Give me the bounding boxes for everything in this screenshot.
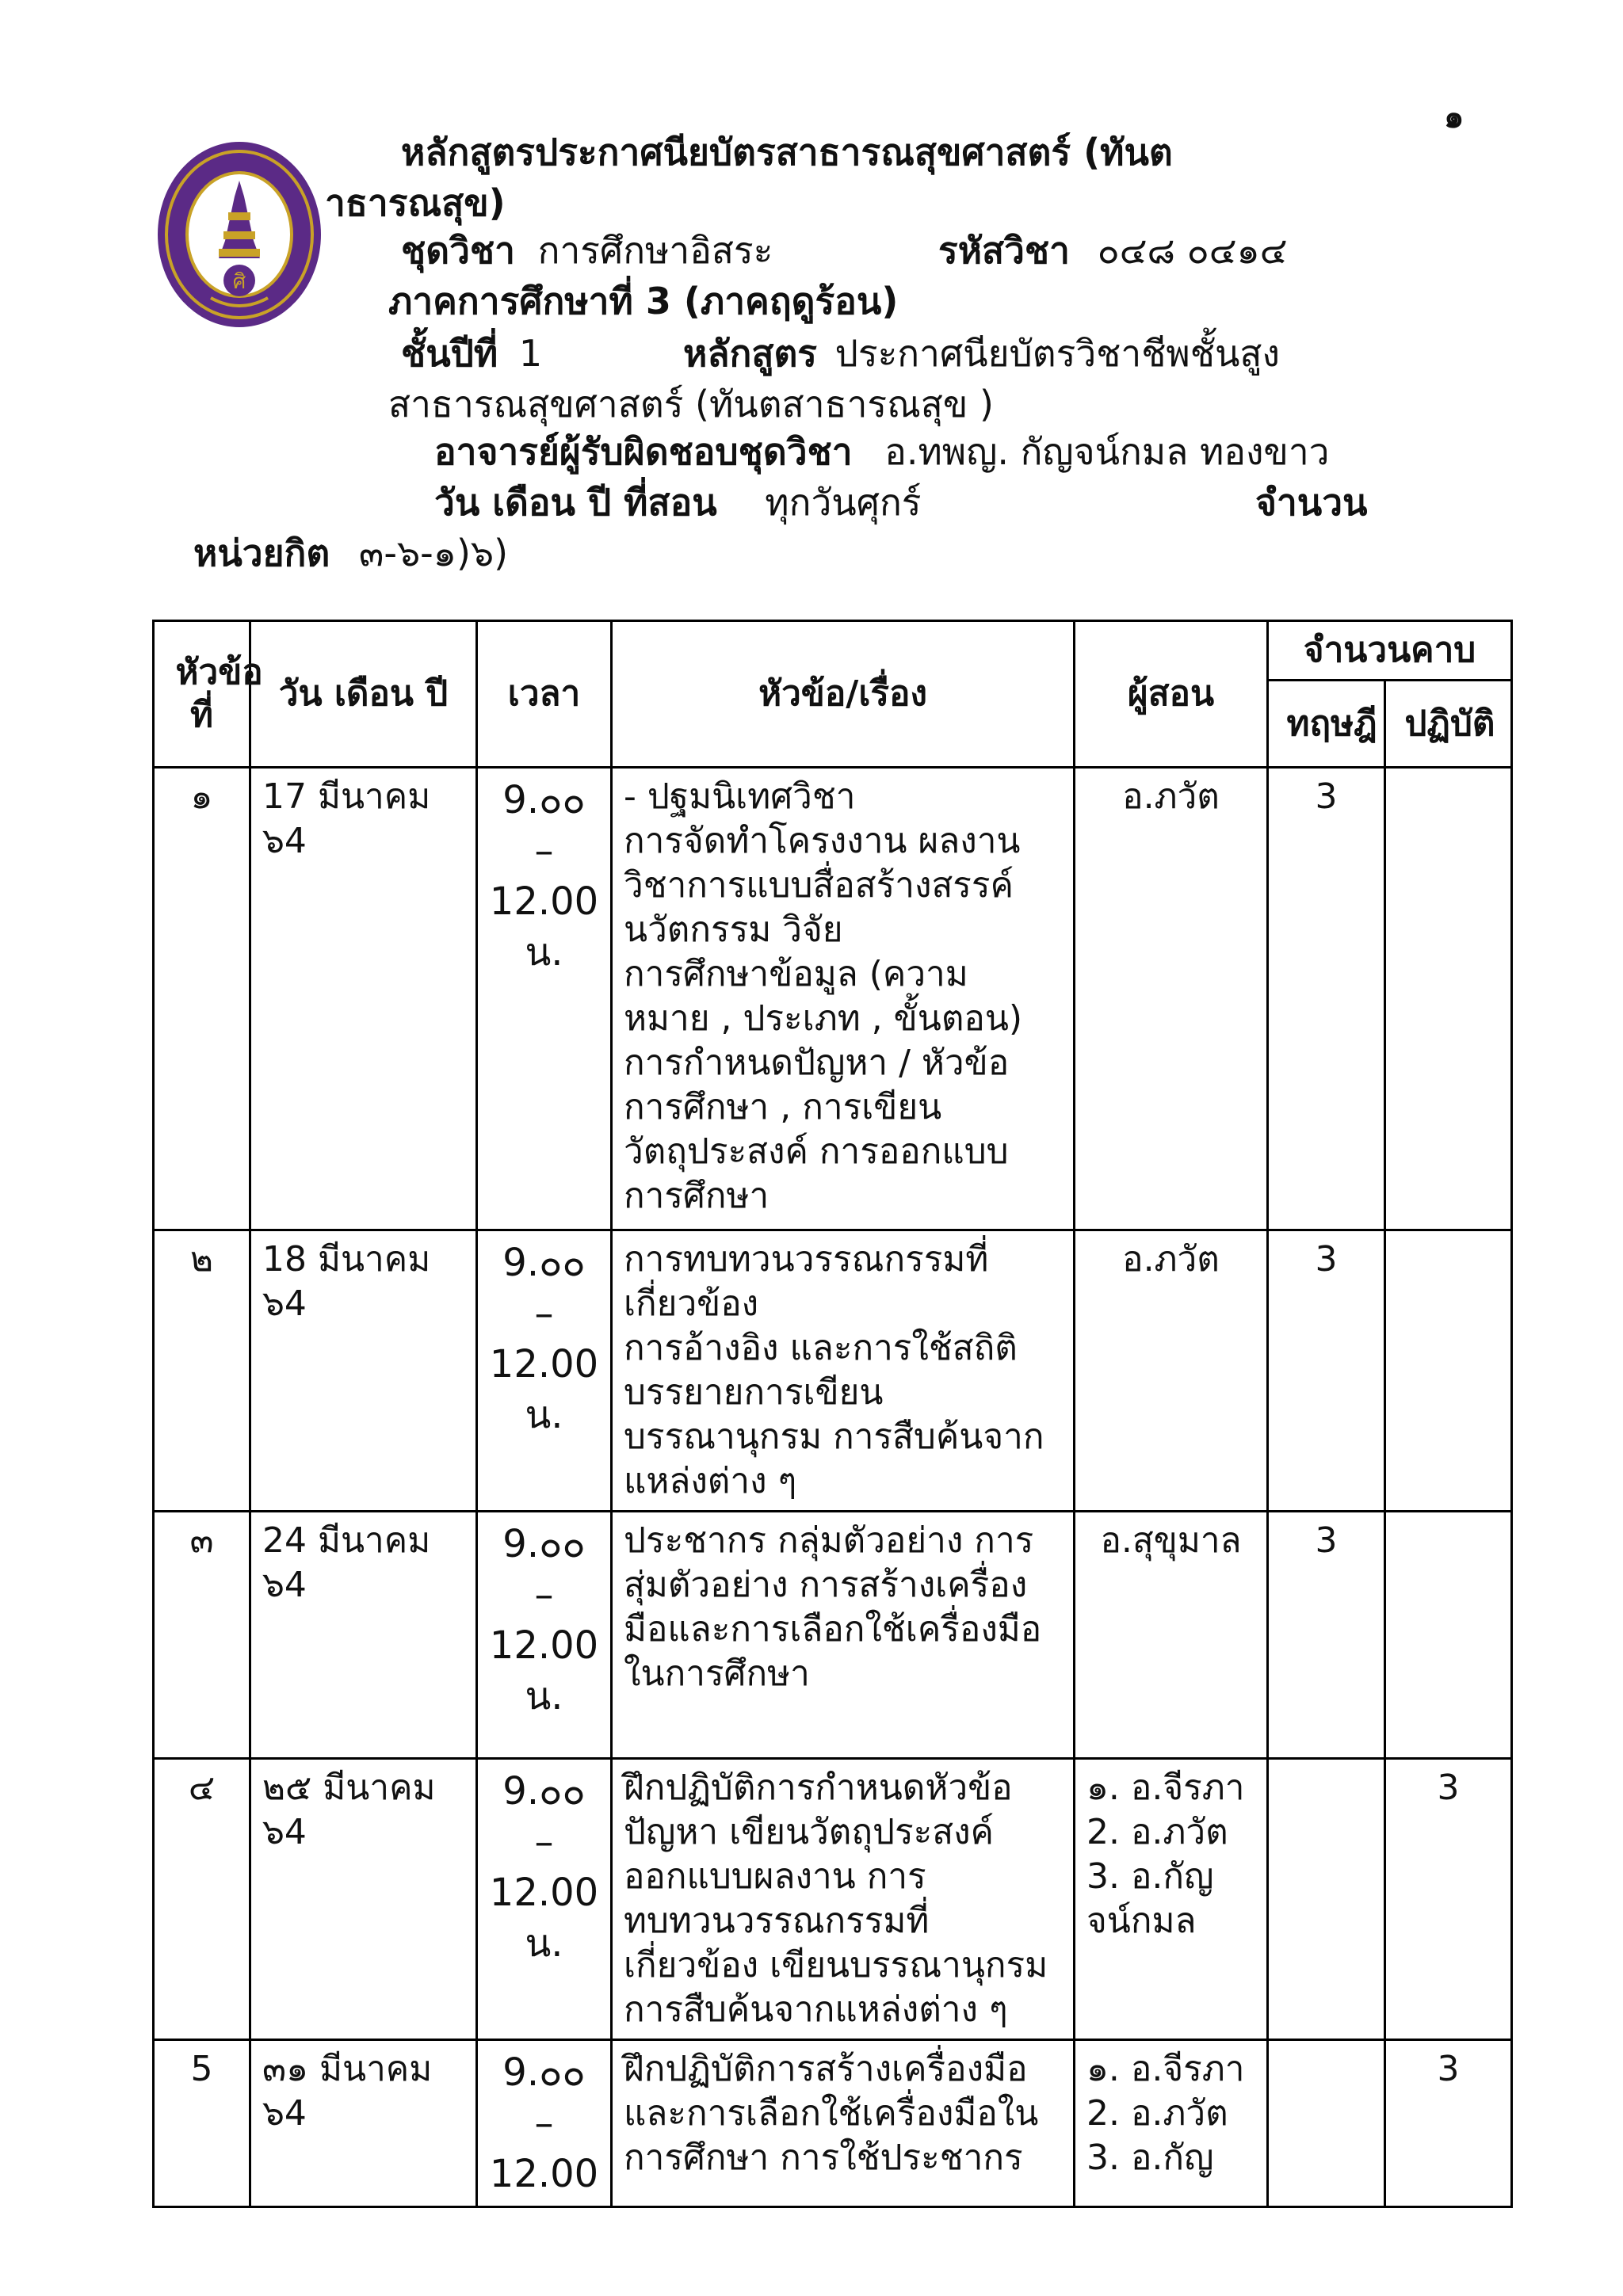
instructor-value: อ.ทพญ. กัญจน์กมล ทองขาว (884, 430, 1330, 473)
svg-text:ศิ: ศิ (232, 270, 246, 294)
table-row (154, 1230, 1512, 1512)
row-topic: ประชากร กลุ่มตัวอย่าง การ สุ่มตัวอย่าง การสร้างเครื่อง มือและการเลือกใช้เครื่องมือ ในการศึกษา (612, 1512, 1075, 1759)
header-topic: หัวข้อ/เรื่อง (612, 621, 1075, 768)
row-topic: ฝึกปฏิบัติการสร้างเครื่องมือ และการเลือกใช้เครื่องมือใน การศึกษา การใช้ประชากร (612, 2040, 1075, 2207)
page-number: ๑ (1444, 99, 1465, 135)
row-theory: 3 (1268, 1512, 1385, 1759)
row-date: 18 มีนาคม ๖4 (250, 1230, 477, 1512)
date-label: วัน เดือน ปี ที่สอน (434, 481, 717, 524)
row-date: 17 มีนาคม ๖4 (250, 768, 477, 1230)
college-seal-logo (155, 139, 323, 330)
row-teacher: ๑. อ.จีรภา 2. อ.ภวัต 3. อ.กัญ จน์กมล (1075, 1759, 1268, 2040)
header-date: วัน เดือน ปี (250, 621, 477, 768)
row-date: ๒๕ มีนาคม ๖4 (250, 1759, 477, 2040)
code-value: ๐๔๘ ๐๔๑๔ (1097, 229, 1288, 272)
row-date: ๓๑ มีนาคม ๖4 (250, 2040, 477, 2207)
row-no: ๑ (154, 768, 250, 1230)
code-label: รหัสวิชา (938, 229, 1070, 272)
subject-line (401, 227, 773, 274)
row-time: 9.๐๐ – 12.00 (477, 2040, 612, 2207)
row-theory: 3 (1268, 1230, 1385, 1512)
row-topic: - ปฐมนิเทศวิชา การจัดทำโครงงาน ผลงาน วิชาการแบบสื่อสร้างสรรค์ นวัตกรรม วิจัย การศึกษาข้อมูล (ความ หมาย , ประเภท , ขั้นตอน) การกำหนดปัญหา / หัวข้อ การศึกษา , การเขียน วัตถุประสงค์ การออกแบบ การศึกษา (612, 768, 1075, 1230)
row-topic: การทบทวนวรรณกรรมที่ เกี่ยวข้อง การอ้างอิง และการใช้สถิติ บรรยายการเขียน บรรณานุกรม การสืบค้นจาก แหล่งต่าง ๆ (612, 1230, 1075, 1512)
code-line (938, 227, 1288, 274)
header-teacher: ผู้สอน (1075, 621, 1268, 768)
header-theory: ทฤษฎี (1268, 681, 1385, 768)
row-theory: 3 (1268, 768, 1385, 1230)
credit-line (193, 529, 508, 577)
row-time: 9.๐๐ – 12.00 น. (477, 1230, 612, 1512)
row-teacher: อ.สุขุมาล (1075, 1512, 1268, 1759)
row-teacher: อ.ภวัต (1075, 768, 1268, 1230)
header-no: หัวข้อที่ (154, 621, 250, 768)
instructor-label: อาจารย์ผู้รับผิดชอบชุดวิชา (434, 430, 853, 473)
table-row (154, 768, 1512, 1230)
semester: ภาคการศึกษาที่ 3 (ภาคฤดูร้อน) (388, 280, 899, 322)
year-label: ชั้นปีที่ (401, 332, 498, 375)
row-no: 5 (154, 2040, 250, 2207)
row-practice: 3 (1385, 1759, 1512, 2040)
row-teacher: ๑. อ.จีรภา 2. อ.ภวัต 3. อ.กัญ (1075, 2040, 1268, 2207)
subject-label: ชุดวิชา (401, 229, 515, 272)
header-time: เวลา (477, 621, 612, 768)
document-title-line1: หลักสูตรประกาศนียบัตรสาธารณสุขศาสตร์ (ทันต (401, 131, 1173, 174)
row-practice (1385, 1512, 1512, 1759)
date-line (434, 479, 922, 526)
row-no: ๓ (154, 1512, 250, 1759)
row-time: 9.๐๐ – 12.00 น. (477, 1512, 612, 1759)
table-row (154, 1512, 1512, 1759)
row-practice (1385, 768, 1512, 1230)
credit-label: หน่วยกิต (193, 532, 330, 574)
amount-label: จำนวน (1255, 481, 1368, 524)
row-practice: 3 (1385, 2040, 1512, 2207)
credit-value: ๓-๖-๑)๖) (358, 532, 509, 574)
row-theory (1268, 2040, 1385, 2207)
row-topic: ฝึกปฏิบัติการกำหนดหัวข้อ ปัญหา เขียนวัตถุประสงค์ ออกแบบผลงาน การ ทบทวนวรรณกรรมที่ เกี่ยวข้อง เขียนบรรณานุกรม การสืบค้นจากแหล่งต่าง ๆ (612, 1759, 1075, 2040)
row-date: 24 มีนาคม ๖4 (250, 1512, 477, 1759)
schedule-table (152, 620, 1513, 2208)
document-title-line2: าธารณสุข) (325, 181, 506, 224)
year-line (401, 330, 542, 377)
curriculum-line (683, 330, 1280, 377)
table-row (154, 2040, 1512, 2207)
year-value: 1 (518, 332, 543, 375)
date-value: ทุกวันศุกร์ (765, 481, 922, 524)
row-time: 9.๐๐ – 12.00 น. (477, 1759, 612, 2040)
row-no: ๔ (154, 1759, 250, 2040)
header-hours: จำนวนคาบ (1268, 621, 1512, 681)
row-time: 9.๐๐ – 12.00 น. (477, 768, 612, 1230)
row-teacher: อ.ภวัต (1075, 1230, 1268, 1512)
subject-value: การศึกษาอิสระ (537, 229, 773, 272)
curriculum-value: ประกาศนียบัตรวิชาชีพชั้นสูง (834, 332, 1280, 375)
row-practice (1385, 1230, 1512, 1512)
instructor-line (434, 428, 1330, 475)
curriculum-line2: สาธารณสุขศาสตร์ (ทันตสาธารณสุข ) (388, 383, 994, 425)
row-theory (1268, 1759, 1385, 2040)
table-row (154, 1759, 1512, 2040)
header-practice: ปฏิบัติ (1385, 681, 1512, 768)
row-no: ๒ (154, 1230, 250, 1512)
curriculum-label: หลักสูตร (683, 332, 818, 375)
